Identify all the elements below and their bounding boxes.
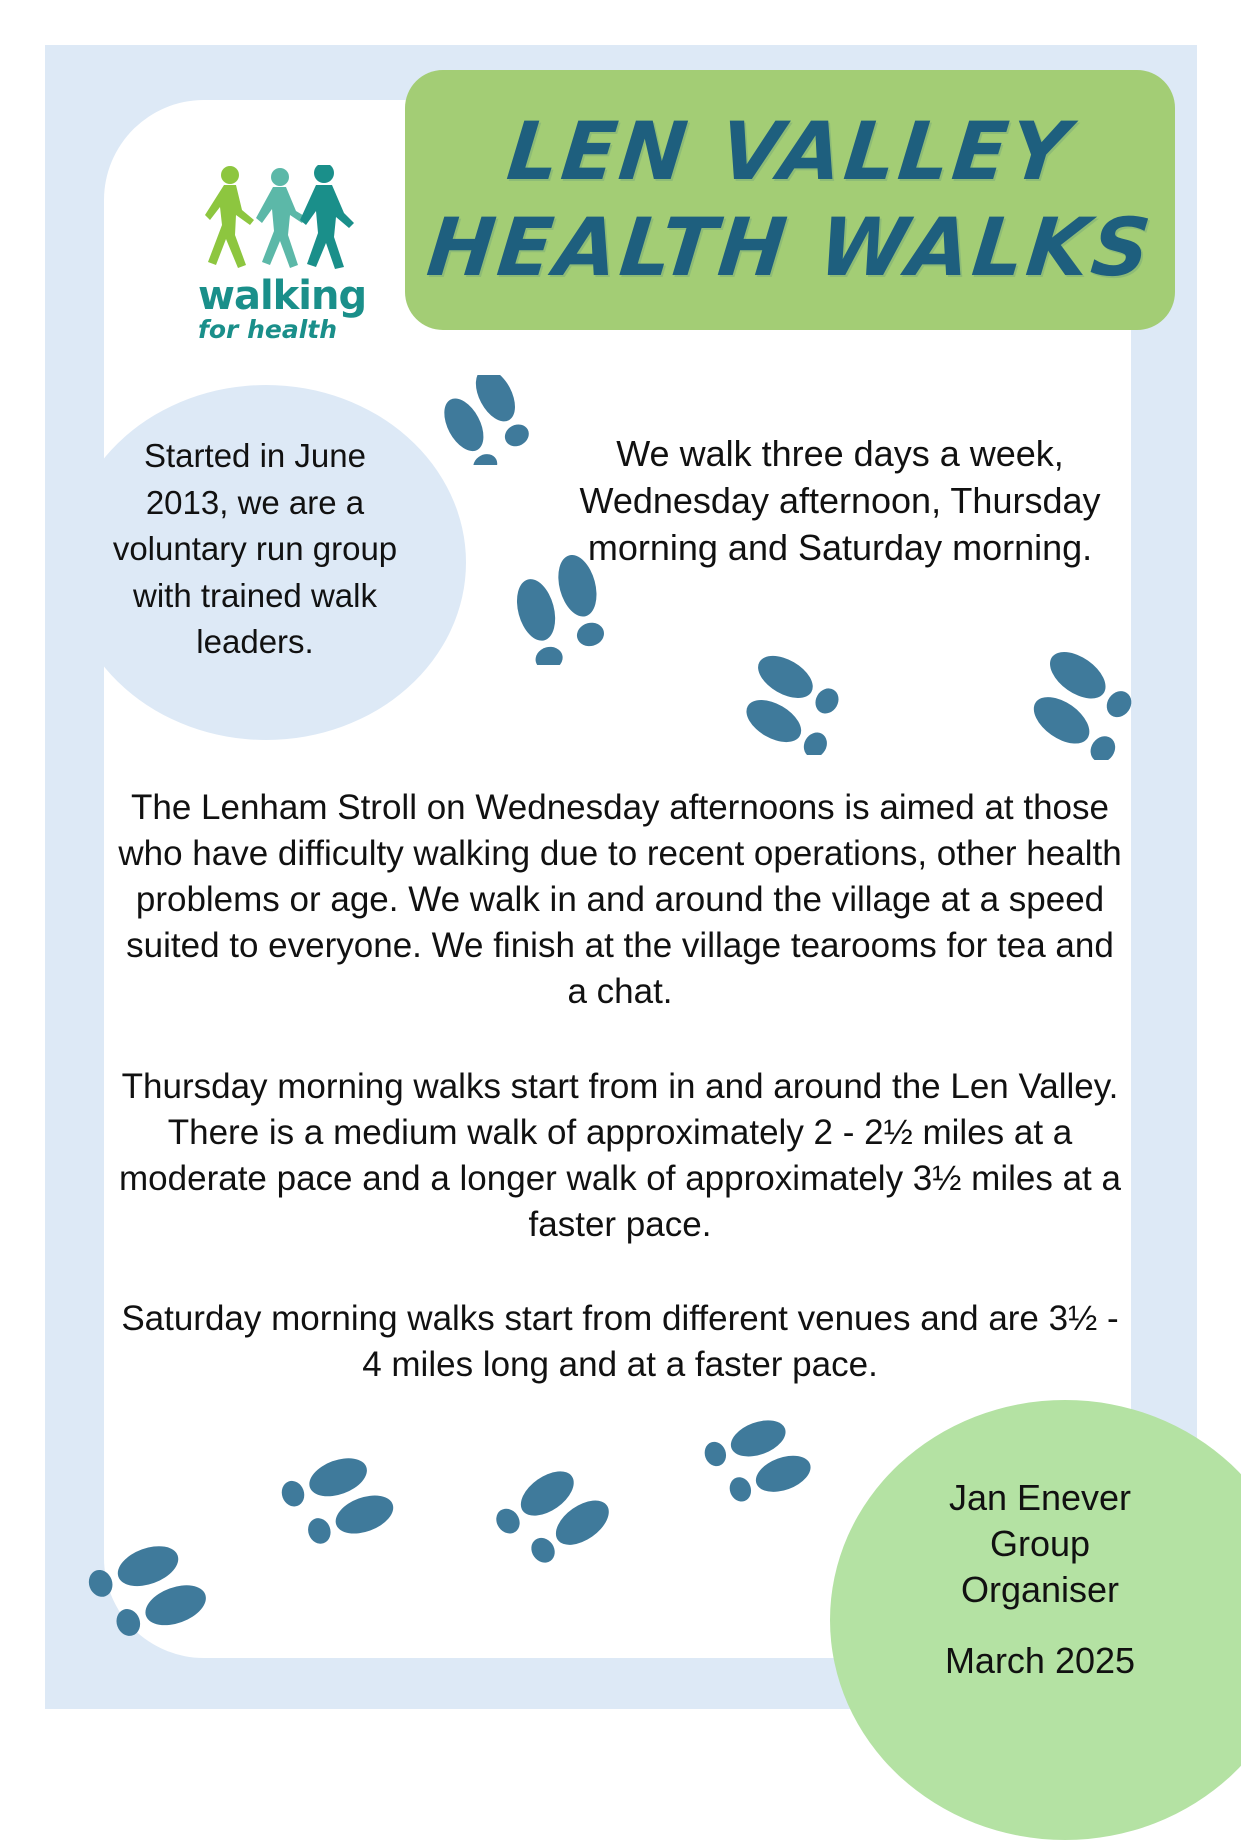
footprint-icon [80, 1530, 220, 1650]
footprint-icon [720, 655, 860, 755]
footprint-icon [490, 1450, 620, 1580]
footprint-icon [1005, 650, 1155, 760]
title-line-1: LEN VALLEY [503, 105, 1077, 198]
intro-text: Started in June 2013, we are a voluntary run group with trained walk leaders. [112, 437, 398, 660]
walking-for-health-logo [190, 165, 380, 350]
title-banner [405, 70, 1175, 330]
title-line-2: HEALTH WALKS [422, 201, 1158, 294]
footprint-icon [270, 1445, 410, 1555]
footprint-icon [500, 555, 620, 665]
organiser-block [900, 1475, 1180, 1613]
organiser-role-line1: Group [989, 1523, 1091, 1564]
organiser-role-line2: Organiser [960, 1569, 1120, 1610]
footprint-icon [425, 375, 545, 465]
walk-days-text: We walk three days a week, Wednesday afternoon, Thursday morning and Saturday morning. [579, 433, 1101, 568]
logo-word: walking [198, 273, 367, 319]
thursday-paragraph: Thursday morning walks start from in and around the Len Valley. There is a medium walk of approximately 2 - 2½ miles at a moderate pace and a longer walk of approximately 3½ miles at a faster pace. [119, 1067, 1121, 1244]
organiser-name: Jan Enever [948, 1477, 1132, 1518]
footprint-icon [700, 1405, 820, 1515]
wednesday-paragraph: The Lenham Stroll on Wednesday afternoons is aimed at those who have difficulty walking due to recent operations, other health problems or age. We walk in and around the village at a speed suited to everyone. We finish at the village tearooms for tea and a chat. [118, 788, 1122, 1011]
walking-figures-logo-icon [202, 165, 362, 270]
saturday-paragraph: Saturday morning walks start from different venues and are 3½ - 4 miles long and at a faster pace. [121, 1299, 1119, 1384]
logo-subtitle: for health [198, 315, 338, 344]
issue-date: March 2025 [944, 1640, 1136, 1681]
